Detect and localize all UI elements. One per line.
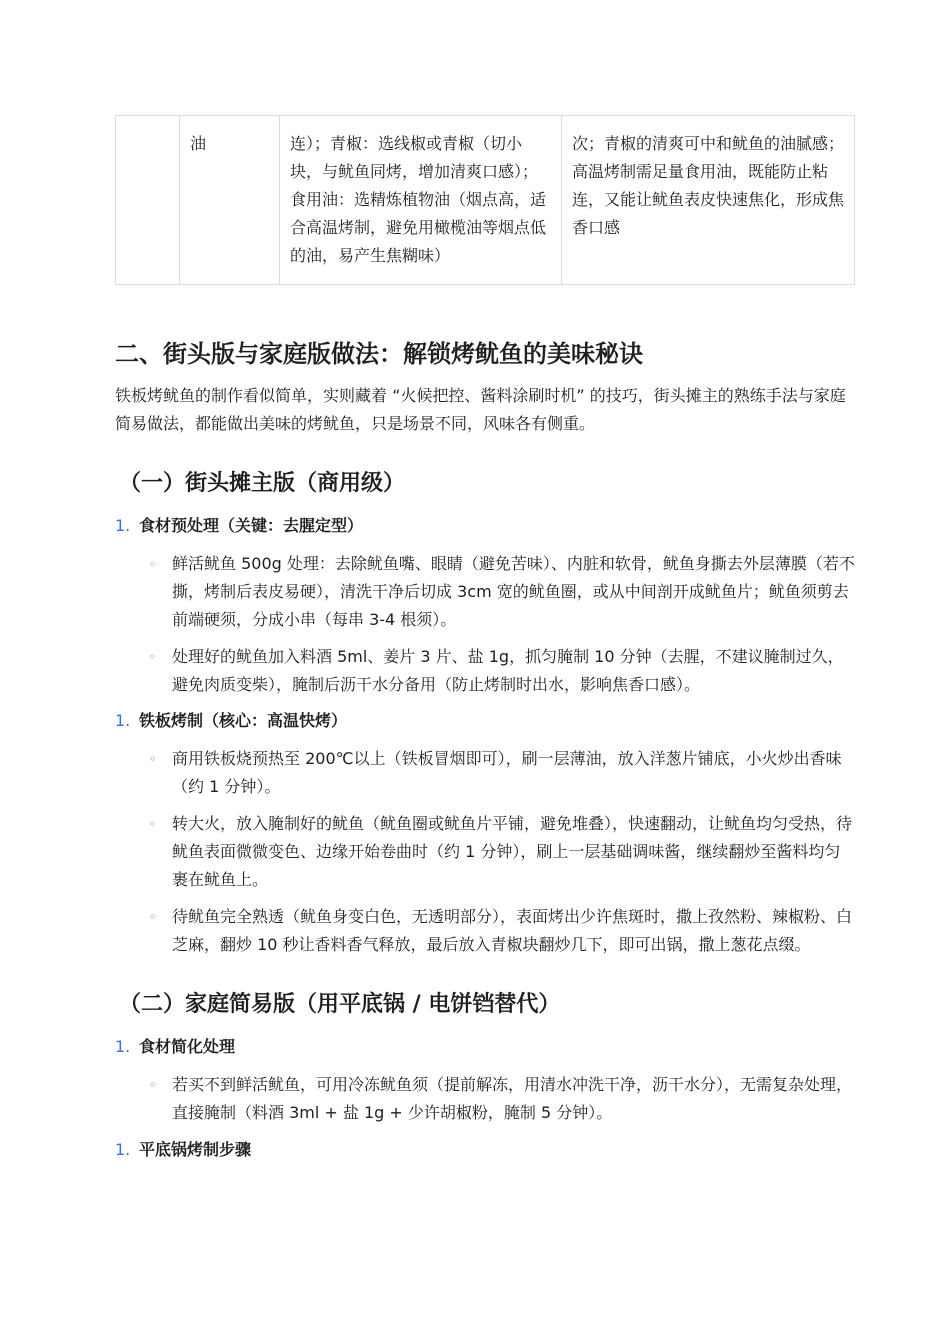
list-number: 1. xyxy=(115,1037,131,1056)
bullet-icon: ◦ xyxy=(149,1078,157,1092)
subsection-heading-street: （一）街头摊主版（商用级） xyxy=(119,471,406,496)
list-item-text: 处理好的鱿鱼加入料酒 5ml、姜片 3 片、盐 1g，抓匀腌制 10 分钟（去腥，不建议腌制过久，避免肉质变柴），腌制后沥干水分备用（防止烤制时出水，影响焦香口感）。 xyxy=(172,647,844,694)
list-item-text: 商用铁板烧预热至 200℃以上（铁板冒烟即可），刷一层薄油，放入洋葱片铺底，小火炒出香味（约 1 分钟）。 xyxy=(172,749,842,796)
table-cell: 油 xyxy=(180,116,280,285)
table-cell: 次；青椒的清爽可中和鱿鱼的油腻感；高温烤制需足量食用油，既能防止粘连，又能让鱿鱼表皮快速焦化，形成焦香口感 xyxy=(562,116,855,285)
list-number: 1. xyxy=(115,516,131,535)
numbered-item xyxy=(115,512,855,540)
bullet-icon: ◦ xyxy=(149,910,157,924)
bullet-icon: ◦ xyxy=(149,557,157,571)
list-item-text: 待鱿鱼完全熟透（鱿鱼身变白色，无透明部分），表面烤出少许焦斑时，撒上孜然粉、辣椒粉、白芝麻，翻炒 10 秒让香料香气释放，最后放入青椒块翻炒几下，即可出锅，撒上葱花点缀。 xyxy=(172,907,853,954)
list-number: 1. xyxy=(115,1140,131,1159)
subsection-heading-home: （二）家庭简易版（用平底锅 / 电饼铛替代） xyxy=(119,992,561,1017)
list-item xyxy=(115,810,855,894)
list-item xyxy=(115,1071,855,1127)
list-item-text: 若买不到鲜活鱿鱼，可用冷冻鱿鱼须（提前解冻，用清水冲洗干净，沥干水分），无需复杂处理，直接腌制（料酒 3ml + 盐 1g + 少许胡椒粉，腌制 5 分钟）。 xyxy=(172,1075,853,1122)
list-item-text: 鲜活鱿鱼 500g 处理：去除鱿鱼嘴、眼睛（避免苦味）、内脏和软骨，鱿鱼身撕去外层薄膜（若不撕，烤制后表皮易硬），清洗干净后切成 3cm 宽的鱿鱼圈，或从中间剖开成鱿鱼片；鱿鱼须剪去前端硬须，分成小串（每串 3-4 根须）。 xyxy=(172,554,855,629)
bullet-icon: ◦ xyxy=(149,752,157,766)
document-body xyxy=(115,332,855,1164)
numbered-item-title: 平底锅烤制步骤 xyxy=(139,1140,252,1159)
bullet-icon: ◦ xyxy=(149,650,157,664)
numbered-item-title: 铁板烤制（核心：高温快烤） xyxy=(139,711,348,730)
numbered-item-title: 食材简化处理 xyxy=(139,1037,236,1056)
list-item-text: 转大火，放入腌制好的鱿鱼（鱿鱼圈或鱿鱼片平铺，避免堆叠），快速翻动，让鱿鱼均匀受热，待鱿鱼表面微微变色、边缘开始卷曲时（约 1 分钟），刷上一层基础调味酱，继续翻炒至酱料均匀裹在鱿鱼上。 xyxy=(172,814,853,889)
ingredients-table-continued xyxy=(115,115,855,285)
table-cell: 连）；青椒：选线椒或青椒（切小块，与鱿鱼同烤，增加清爽口感）；食用油：选精炼植物油（烟点高，适合高温烤制，避免用橄榄油等烟点低的油，易产生焦糊味） xyxy=(280,116,562,285)
list-item xyxy=(115,643,855,699)
list-number: 1. xyxy=(115,711,131,730)
list-item xyxy=(115,903,855,959)
section-heading: 二、街头版与家庭版做法：解锁烤鱿鱼的美味秘诀 xyxy=(115,340,643,368)
table-cell xyxy=(116,116,180,285)
bullet-icon: ◦ xyxy=(149,817,157,831)
numbered-item xyxy=(115,707,855,735)
list-item xyxy=(115,745,855,801)
section-intro: 铁板烤鱿鱼的制作看似简单，实则藏着 “火候把控、酱料涂刷时机” 的技巧，街头摊主的熟练手法与家庭简易做法，都能做出美味的烤鱿鱼，只是场景不同，风味各有侧重。 xyxy=(115,386,846,433)
list-item xyxy=(115,550,855,634)
numbered-item-title: 食材预处理（关键：去腥定型） xyxy=(139,516,364,535)
ingredients-table xyxy=(115,115,855,285)
numbered-item xyxy=(115,1136,855,1164)
table-row xyxy=(116,116,855,285)
numbered-item xyxy=(115,1033,855,1061)
